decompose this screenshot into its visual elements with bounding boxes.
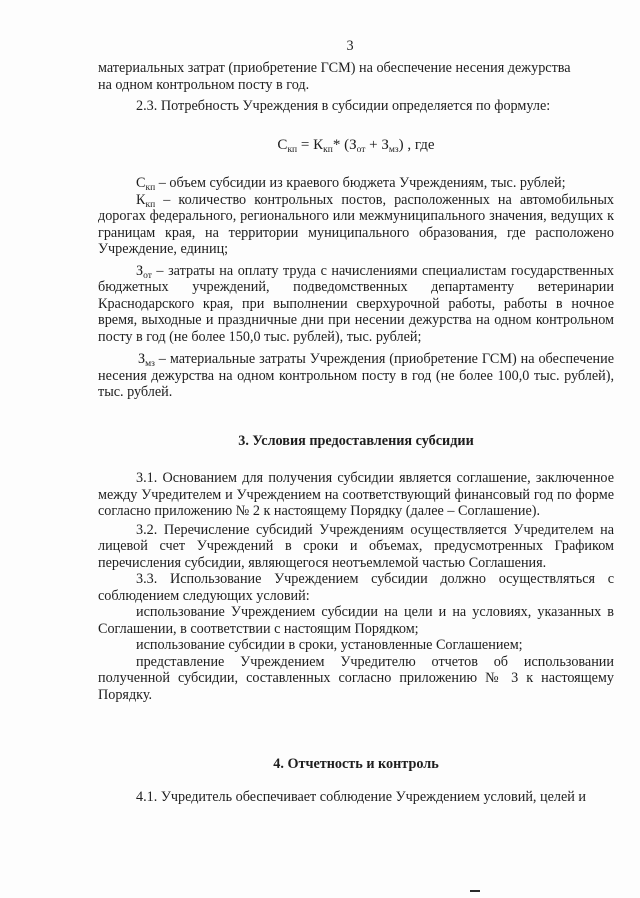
subsidy-formula bbox=[98, 137, 614, 154]
def-symbol: С bbox=[136, 175, 146, 191]
page-number: 3 bbox=[346, 38, 354, 54]
clause-3-3: 3.3. Использование Учреждением субсидии должно осуществляться с соблюдением следующих условий: bbox=[98, 571, 614, 604]
clause-4-1: 4.1. Учредитель обеспечивает соблюдение Учреждением условий, целей и bbox=[136, 788, 587, 805]
intro-paragraph bbox=[98, 60, 614, 93]
formula-z1-sub: от bbox=[356, 144, 366, 155]
section-3-heading: 3. Условия предоставления субсидии bbox=[238, 432, 474, 449]
formula-eq: = bbox=[297, 136, 314, 153]
formula-c: С bbox=[277, 136, 288, 153]
clause-3-1: 3.1. Основанием для получения субсидии является соглашение, заключенное между Учредителем и Учреждением на соответствующий финансовый год по форме согласно приложению № 2 к настоящему Порядку (далее – Соглашение). bbox=[98, 470, 614, 519]
def-text: – количество контрольных постов, расположенных на автомобильных дорогах федерального, регионального или межмуниципального значения, ведущих к границам края, на территории муниципального образования, где расположено Учреждение, единиц; bbox=[98, 191, 614, 257]
def-text: – объем субсидии из краевого бюджета Учреждениям, тыс. рублей; bbox=[155, 175, 566, 191]
formula-z2: З bbox=[381, 136, 389, 153]
def-symbol: З bbox=[138, 351, 146, 367]
definition-c-kp bbox=[98, 175, 614, 192]
def-text: – затраты на оплату труда с начислениями специалистам государственных бюджетных учреждений, подведомственных департаменту ветеринарии Краснодарского края, при выполнении сверхурочной работы, работы в ночное время, выходные и праздничные дни при несении дежурства на одном контрольном посту в год (не более 150,0 тыс. рублей), тыс. рублей; bbox=[98, 262, 614, 345]
formula-close: ) , где bbox=[398, 136, 435, 153]
def-symbol-sub: от bbox=[143, 270, 152, 281]
condition-3: представление Учреждением Учредителю отчетов об использовании полученной субсидии, составленных согласно приложению № 3 к настоящему Порядку. bbox=[98, 653, 614, 703]
definition-z-mz bbox=[98, 351, 614, 401]
def-symbol: З bbox=[136, 262, 144, 279]
clause-3-2: 3.2. Перечисление субсидий Учреждениям осуществляется Учредителем на лицевой счет Учреждений в сроки и объемах, предусмотренных Графиком перечисления субсидии, являющегося неотъемлемой частью Соглашения. bbox=[98, 521, 614, 571]
intro-line-2: на одном контрольном посту в год. bbox=[98, 76, 310, 93]
def-symbol-sub: мз bbox=[145, 359, 155, 369]
def-symbol-sub: кп bbox=[145, 183, 156, 193]
clause-2-3: 2.3. Потребность Учреждения в субсидии определяется по формуле: bbox=[136, 98, 551, 114]
condition-2: использование субсидии в сроки, установленные Соглашением; bbox=[136, 637, 523, 653]
definition-k-kp bbox=[98, 192, 614, 258]
scan-artifact-mark bbox=[470, 890, 480, 892]
def-text: – материальные затраты Учреждения (приобретение ГСМ) на обеспечение несения дежурства на одном контрольном посту в год (не более 100,0 тыс. рублей), тыс. рублей. bbox=[98, 351, 614, 400]
def-symbol: К bbox=[136, 191, 146, 208]
page-body bbox=[98, 60, 614, 805]
formula-mult-open: * ( bbox=[332, 136, 350, 153]
intro-line-1: материальных затрат (приобретение ГСМ) на обеспечение несения дежурства bbox=[98, 60, 571, 76]
formula-k: К bbox=[313, 136, 324, 153]
condition-1: использование Учреждением субсидии на цели и на условиях, указанных в Соглашении, в соответствии с настоящим Порядком; bbox=[98, 604, 614, 637]
formula-z2-sub: мз bbox=[388, 144, 399, 155]
formula-k-sub: кп bbox=[323, 144, 333, 155]
definition-z-ot bbox=[98, 263, 614, 346]
formula-z1: З bbox=[349, 136, 357, 153]
formula-c-sub: кп bbox=[287, 144, 298, 155]
formula-plus: + bbox=[365, 136, 382, 153]
section-4-heading: 4. Отчетность и контроль bbox=[273, 756, 439, 772]
def-symbol-sub: кп bbox=[145, 199, 156, 210]
